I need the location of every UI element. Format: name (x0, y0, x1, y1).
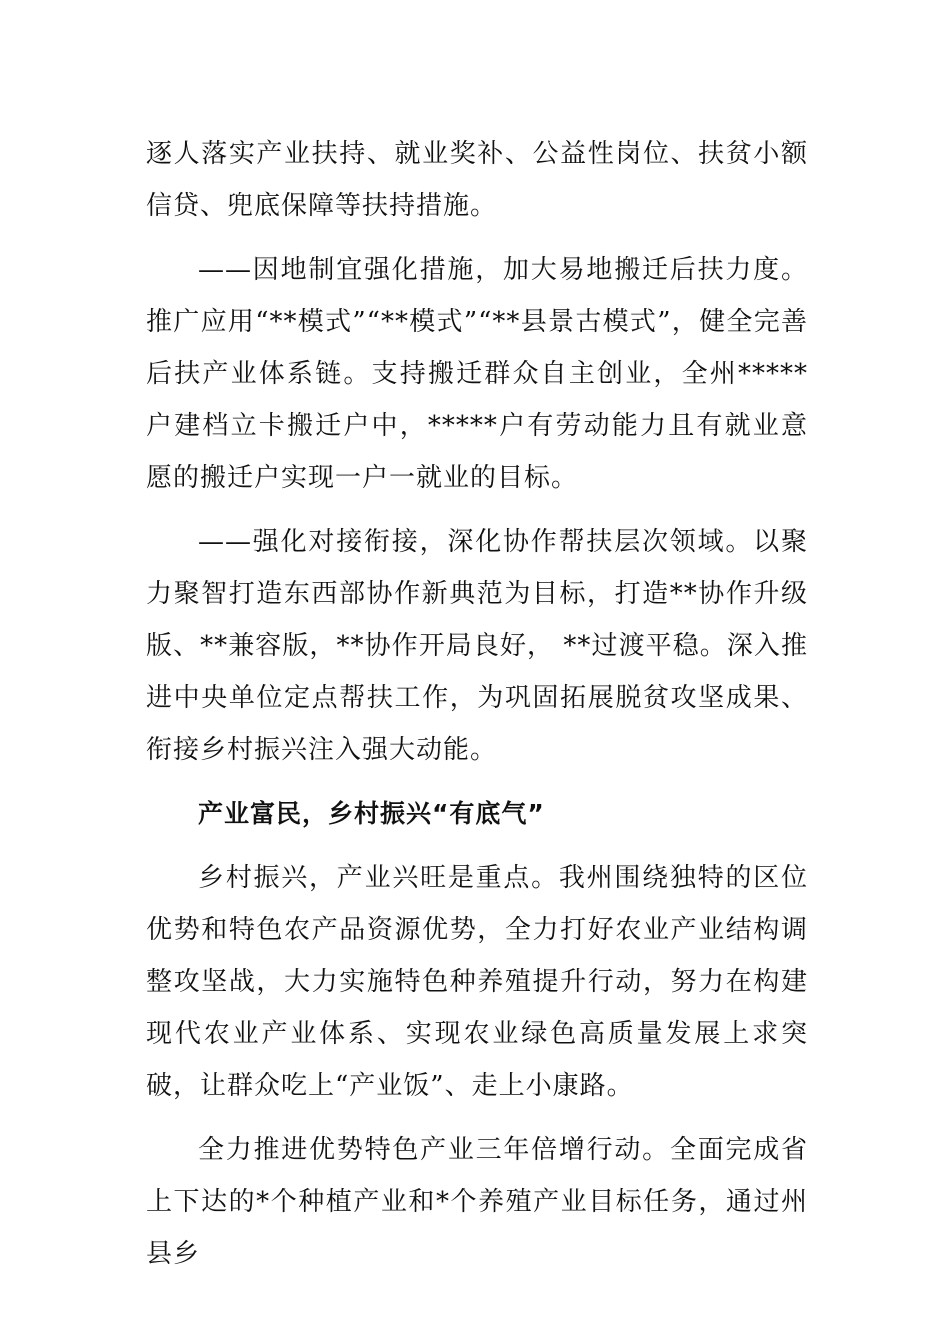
section-heading: 产业富民，乡村振兴“有底气” (198, 799, 545, 828)
paragraph-support-measures: 逐人落实产业扶持、就业奖补、公益性岗位、扶贫小额信贷、兜底保障等扶持措施。 (146, 139, 808, 221)
paragraph-relocation-support: ——因地制宜强化措施，加大易地搬迁后扶力度。推广应用“**模式”“**模式”“**县景古模式”，健全完善后扶产业体系链。支持搬迁群众自主创业，全州*****户建档立卡搬迁户中，*****户有劳动能力且有就业意愿的搬迁户实现一户一就业的目标。 (146, 255, 808, 493)
paragraph-industry-focus: 乡村振兴，产业兴旺是重点。我州围绕独特的区位优势和特色农产品资源优势，全力打好农业产业结构调整攻坚战，大力实施特色种养殖提升行动，努力在构建现代农业产业体系、实现农业绿色高质量发展上求突破，让群众吃上“产业饭”、走上小康路。 (146, 863, 808, 1101)
paragraph-industry-action: 全力推进优势特色产业三年倍增行动。全面完成省上下达的*个种植产业和*个养殖产业目标任务，通过州县乡 (146, 1135, 808, 1269)
paragraph-cooperation-support: ——强化对接衔接，深化协作帮扶层次领域。以聚力聚智打造东西部协作新典范为目标，打造**协作升级版、**兼容版，**协作开局良好， **过渡平稳。深入推进中央单位定点帮扶工作，为巩固拓展脱贫攻坚成果、衔接乡村振兴注入强大动能。 (146, 527, 808, 765)
document-body (146, 128, 808, 1280)
